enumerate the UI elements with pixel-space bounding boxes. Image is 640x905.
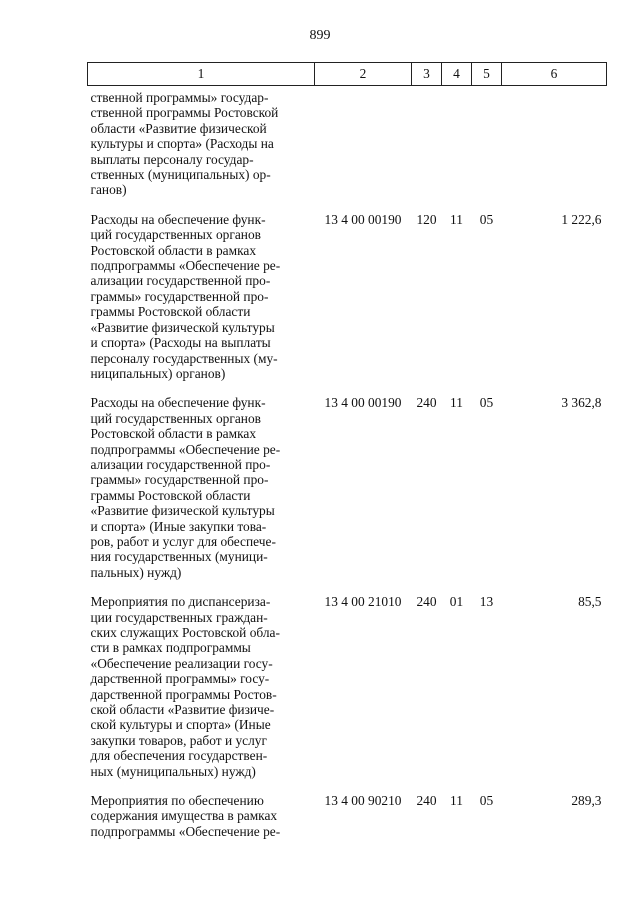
row-section: 11	[450, 793, 463, 809]
row-description: Расходы на обеспечение функ- ций государственных органов Ростовской области в рамках подпрограммы «Обеспечение ре- ализации государственной про- граммы» государственной про- граммы Ростовской области «Развитие физической культуры и спорта» (Расходы на выплаты персоналу государственных (му- ниципальных) органов)	[90, 211, 281, 381]
table-row	[88, 779, 607, 839]
row-subsection	[472, 86, 502, 198]
header-col-3: 3	[412, 63, 442, 86]
table-header-row	[88, 63, 607, 86]
row-target-code: 13 4 00 90210	[324, 793, 402, 809]
row-target-code: 13 4 00 21010	[324, 594, 402, 610]
row-description: ственной программы» государ- ственной программы Ростовской области «Развитие физической культуры и спорта» (Расходы на выплаты персоналу государ- ственных (муниципальных) ор- ганов)	[90, 90, 279, 198]
row-amount: 1 222,6	[561, 211, 602, 227]
table-row	[88, 86, 607, 198]
row-description: Мероприятия по диспансериза- ции государственных граждан- ских служащих Ростовской обла- сти в рамках подпрограммы «Обеспечение реализации госу- дарственной программы» госу- дарственной программы Ростов- ской области «Развитие физиче- ской культуры и спорта» (Иные закупки товаров, работ и услуг для обеспечения государствен- ных (муниципальных) нужд)	[90, 594, 280, 779]
header-col-6: 6	[502, 63, 607, 86]
row-description: Расходы на обеспечение функ- ций государственных органов Ростовской области в рамках подпрограммы «Обеспечение ре- ализации государственной про- граммы» государственной про- граммы Ростовской области «Развитие физической культуры и спорта» (Иные закупки това- ров, работ и услуг для обеспече- ния государственных (муници- пальных) нужд)	[90, 395, 281, 580]
header-col-4: 4	[442, 63, 472, 86]
row-section: 01	[449, 594, 464, 610]
table-row	[88, 381, 607, 580]
row-amount: 289,3	[571, 793, 602, 809]
row-subsection: 13	[479, 594, 494, 610]
table-row	[88, 198, 607, 381]
row-expense-type	[412, 86, 442, 198]
header-col-1: 1	[88, 63, 315, 86]
row-amount: 85,5	[578, 594, 602, 610]
row-section: 11	[450, 211, 463, 227]
page-number: 899	[309, 28, 331, 43]
row-description: Мероприятия по обеспечению содержания имущества в рамках подпрограммы «Обеспечение ре-	[90, 793, 281, 839]
row-subsection: 05	[479, 211, 494, 227]
row-target-code	[315, 86, 412, 198]
header-col-5: 5	[472, 63, 502, 86]
row-subsection: 05	[479, 793, 494, 809]
row-section	[442, 86, 472, 198]
row-target-code: 13 4 00 00190	[324, 395, 402, 411]
row-amount: 3 362,8	[561, 395, 602, 411]
row-expense-type: 240	[416, 793, 437, 809]
row-expense-type: 240	[416, 395, 437, 411]
row-amount	[502, 86, 607, 198]
row-subsection: 05	[479, 395, 494, 411]
row-target-code: 13 4 00 00190	[324, 211, 402, 227]
row-expense-type: 240	[416, 594, 437, 610]
row-expense-type: 120	[416, 211, 437, 227]
table-row	[88, 580, 607, 779]
budget-table	[87, 62, 607, 839]
header-col-2: 2	[315, 63, 412, 86]
row-section: 11	[450, 395, 463, 411]
